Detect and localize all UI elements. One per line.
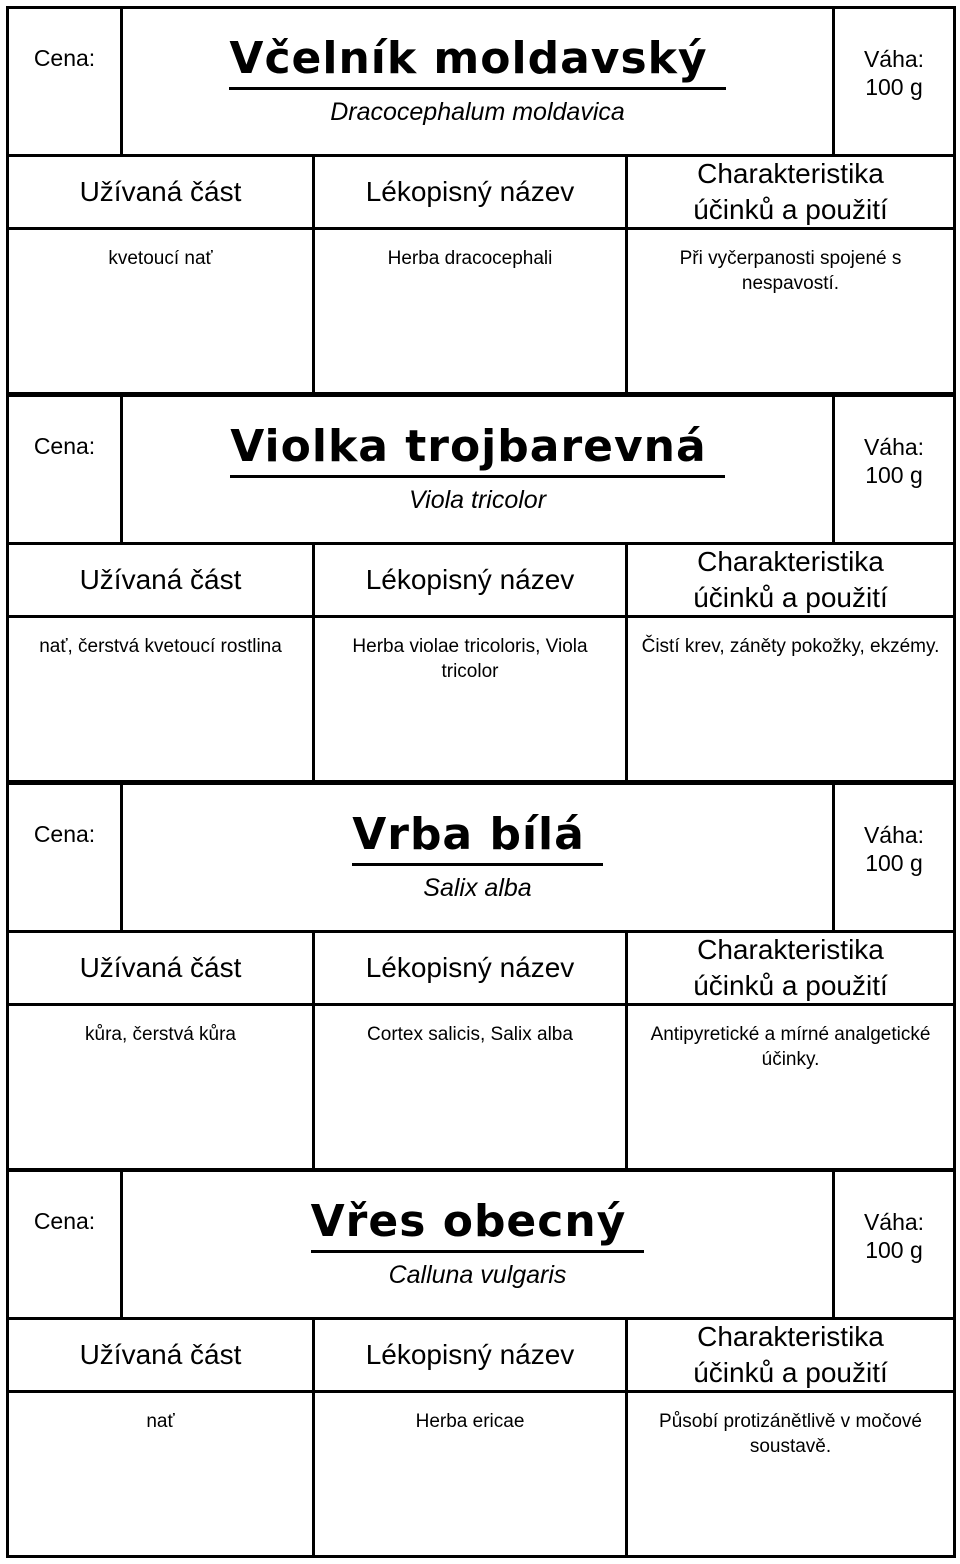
header-used-part: Užívaná část (9, 1320, 315, 1390)
label-column-headers (9, 1320, 953, 1393)
weight-field (835, 785, 953, 930)
price-label: Cena: (33, 1208, 96, 1234)
plant-latin-name: Dracocephalum moldavica (330, 98, 625, 126)
header-pharmacopoeia-name: Lékopisný název (315, 545, 628, 615)
label-header-row (9, 397, 953, 545)
herb-label-card (6, 6, 956, 395)
label-header-row (9, 9, 953, 157)
effects-value: Působí protizánětlivě v močové soustavě. (659, 1411, 922, 1457)
weight-field (835, 1172, 953, 1317)
weight-field (835, 9, 953, 154)
price-label: Cena: (33, 821, 96, 847)
header-effects: Charakteristika účinků a použití (693, 158, 888, 225)
header-used-part: Užívaná část (9, 157, 315, 227)
label-column-headers (9, 157, 953, 230)
plant-latin-name: Salix alba (423, 874, 532, 902)
effects-value: Antipyretické a mírné analgetické účinky. (650, 1024, 931, 1070)
weight-value: 100 g (865, 462, 923, 488)
pharmacopoeia-name-value: Herba dracocephali (315, 230, 628, 392)
label-column-headers (9, 545, 953, 618)
header-used-part: Užívaná část (9, 933, 315, 1003)
label-column-headers (9, 933, 953, 1006)
herb-label-card (6, 1169, 956, 1558)
plant-title: Včelník moldavský (229, 31, 725, 90)
header-pharmacopoeia-name: Lékopisný název (315, 1320, 628, 1390)
used-part-value: nať, čerstvá kvetoucí rostlina (9, 618, 315, 780)
herb-label-card (6, 394, 956, 783)
weight-value: 100 g (865, 74, 923, 100)
plant-name-block (123, 1172, 835, 1317)
label-data-row (9, 1006, 953, 1168)
price-field (9, 785, 123, 930)
plant-title: Vřes obecný (311, 1194, 645, 1253)
price-field (9, 9, 123, 154)
used-part-value: kvetoucí nať (9, 230, 315, 392)
weight-label: Váha: (863, 822, 925, 848)
effects-value: Při vyčerpanosti spojené s nespavostí. (679, 248, 902, 294)
price-field (9, 1172, 123, 1317)
price-label: Cena: (33, 433, 96, 459)
weight-label: Váha: (863, 46, 925, 72)
plant-latin-name: Calluna vulgaris (388, 1261, 567, 1289)
weight-label: Váha: (863, 434, 925, 460)
header-pharmacopoeia-name: Lékopisný název (315, 157, 628, 227)
weight-field (835, 397, 953, 542)
header-pharmacopoeia-name: Lékopisný název (315, 933, 628, 1003)
plant-name-block (123, 785, 835, 930)
price-label: Cena: (33, 45, 96, 71)
price-field (9, 397, 123, 542)
used-part-value: nať (9, 1393, 315, 1555)
weight-value: 100 g (865, 1237, 923, 1263)
label-data-row (9, 1393, 953, 1555)
label-header-row (9, 1172, 953, 1320)
label-data-row (9, 618, 953, 780)
header-used-part: Užívaná část (9, 545, 315, 615)
pharmacopoeia-name-value: Herba violae tricoloris, Viola tricolor (315, 618, 628, 780)
used-part-value: kůra, čerstvá kůra (9, 1006, 315, 1168)
plant-latin-name: Viola tricolor (408, 486, 547, 514)
header-effects: Charakteristika účinků a použití (693, 546, 888, 613)
label-data-row (9, 230, 953, 392)
weight-label: Váha: (863, 1209, 925, 1235)
weight-value: 100 g (865, 850, 923, 876)
pharmacopoeia-name-value: Herba ericae (315, 1393, 628, 1555)
header-effects: Charakteristika účinků a použití (693, 1321, 888, 1388)
plant-name-block (123, 397, 835, 542)
pharmacopoeia-name-value: Cortex salicis, Salix alba (315, 1006, 628, 1168)
label-header-row (9, 785, 953, 933)
plant-name-block (123, 9, 835, 154)
effects-value: Čistí krev, záněty pokožky, ekzémy. (641, 636, 940, 657)
header-effects: Charakteristika účinků a použití (693, 934, 888, 1001)
plant-title: Violka trojbarevná (230, 419, 724, 478)
plant-title: Vrba bílá (352, 807, 603, 866)
herb-label-card (6, 782, 956, 1171)
